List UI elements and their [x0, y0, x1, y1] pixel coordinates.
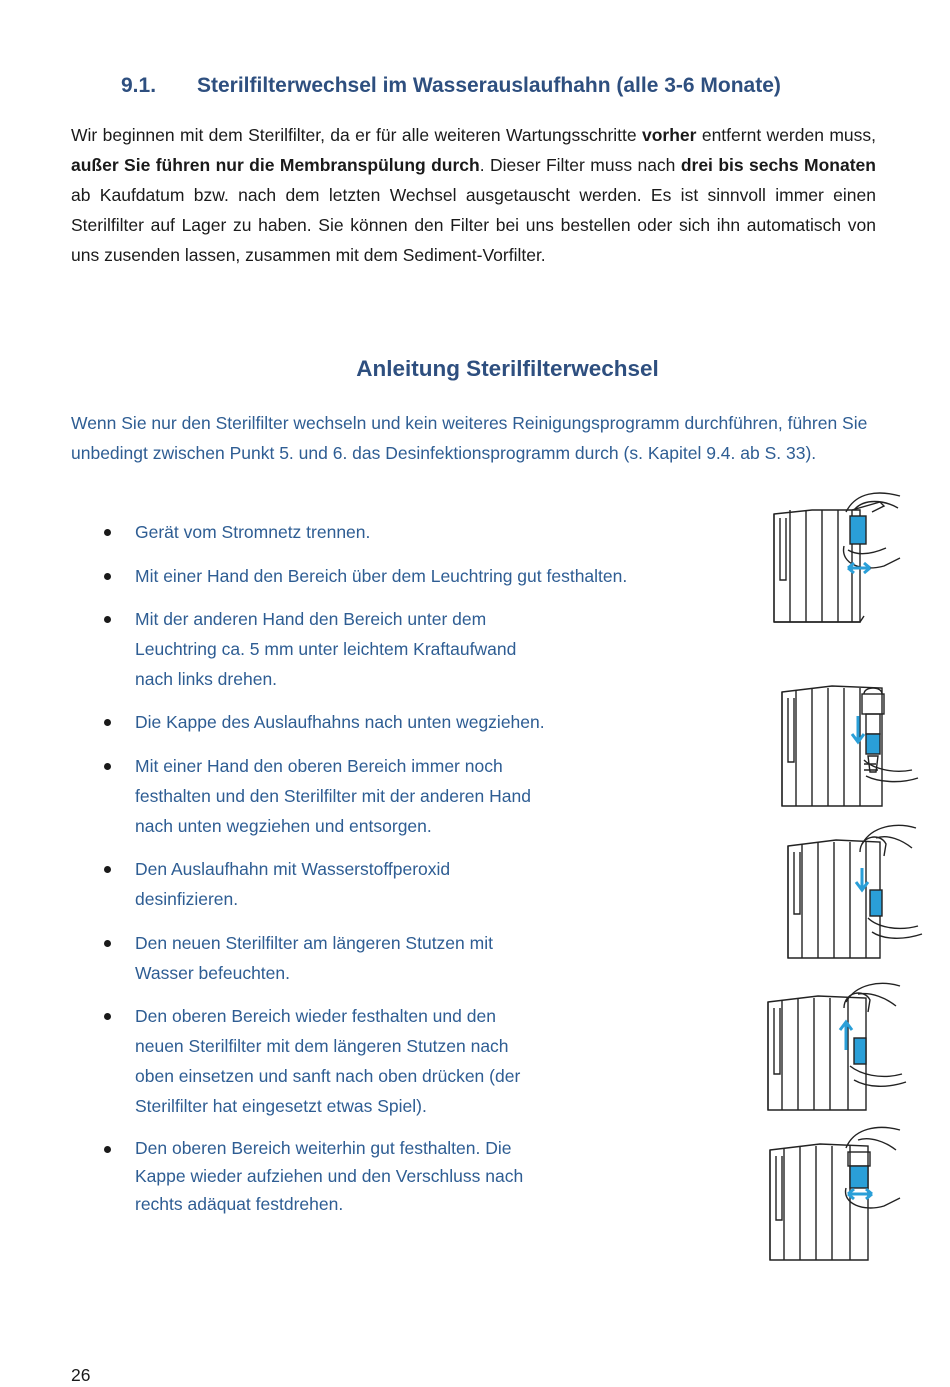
section-number: 9.1.: [121, 74, 157, 97]
bullet-icon: [104, 573, 111, 580]
guide-title: Anleitung Sterilfilterwechsel: [356, 356, 659, 381]
filter-twist-left-illustration: [760, 488, 905, 630]
intro-bold-monate: drei bis sechs Monaten: [680, 155, 876, 175]
step-1: [135, 517, 370, 547]
cap-twist-right-illustration: [762, 1122, 907, 1267]
step-2-line-1: Mit einer Hand den Bereich über dem Leuchtring gut festhalten.: [135, 566, 628, 586]
step-3-line-2: Leuchtring ca. 5 mm unter leichtem Kraftaufwand: [135, 639, 517, 659]
section-title: [121, 74, 781, 98]
step-3: [135, 604, 516, 694]
step-7-line-1: Den neuen Sterilfilter am längeren Stutzen mit: [135, 933, 493, 953]
step-9-line-2: Kappe wieder aufziehen und den Verschluss nach: [135, 1166, 524, 1186]
filter-remove-illustration: [776, 822, 926, 962]
step-8-line-4: Sterilfilter hat eingesetzt etwas Spiel).: [135, 1096, 427, 1116]
bullet-icon: [104, 616, 111, 623]
step-2: [135, 561, 627, 591]
step-7: [135, 928, 493, 988]
step-5-line-1: Mit einer Hand den oberen Bereich immer noch: [135, 756, 503, 776]
step-4-line-1: Die Kappe des Auslaufhahns nach unten wegziehen.: [135, 712, 545, 732]
bullet-icon: [104, 529, 111, 536]
step-8-line-2: neuen Sterilfilter mit dem längeren Stutzen nach: [135, 1036, 509, 1056]
step-5-line-2: festhalten und den Sterilfilter mit der anderen Hand: [135, 786, 531, 806]
intro-bold-vorher: vorher: [642, 125, 697, 145]
step-3-line-1: Mit der anderen Hand den Bereich unter dem: [135, 609, 487, 629]
step-1-line-1: Gerät vom Stromnetz trennen.: [135, 522, 371, 542]
guide-note: Wenn Sie nur den Sterilfilter wechseln und kein weiteres Reinigungsprogramm durchführen, führen Sie unbedingt zwischen Punkt 5. und 6. das Desinfektionsprogramm durch (s. Kapitel 9.4. ab S. 33).: [71, 413, 868, 463]
step-5-line-3: nach unten wegziehen und entsorgen.: [135, 816, 432, 836]
step-5: [135, 751, 531, 841]
intro-paragraph: [71, 120, 876, 270]
step-8-line-1: Den oberen Bereich wieder festhalten und den: [135, 1006, 496, 1026]
step-8: [135, 1001, 520, 1121]
bullet-icon: [104, 1146, 111, 1153]
bullet-icon: [104, 763, 111, 770]
step-9-line-1: Den oberen Bereich weiterhin gut festhalten. Die: [135, 1138, 512, 1158]
step-3-line-3: nach links drehen.: [135, 669, 278, 689]
step-8-line-3: oben einsetzen und sanft nach oben drücken (der: [135, 1066, 521, 1086]
bullet-icon: [104, 866, 111, 873]
intro-text-2: entfernt werden muss,: [696, 125, 876, 145]
filter-insert-up-illustration: [762, 980, 907, 1115]
step-9-line-3: rechts adäquat festdrehen.: [135, 1194, 344, 1214]
step-7-line-2: Wasser befeuchten.: [135, 963, 290, 983]
intro-text-1: Wir beginnen mit dem Sterilfilter, da er für alle weiteren Wartungsschritte: [71, 125, 642, 145]
page-number: 26: [71, 1365, 91, 1385]
bullet-icon: [104, 940, 111, 947]
intro-text-3: . Dieser Filter muss nach: [479, 155, 681, 175]
step-6-line-2: desinfizieren.: [135, 889, 239, 909]
step-6-line-1: Den Auslaufhahn mit Wasserstoffperoxid: [135, 859, 451, 879]
step-4: [135, 707, 545, 737]
intro-text-4: ab Kaufdatum bzw. nach dem letzten Wechsel ausgetauscht werden. Es ist sinnvoll immer einen Sterilfilter auf Lager zu haben. Sie können den Filter bei uns bestellen oder sich ihn automatisch von uns zusenden lassen, zusammen mit dem Sediment-Vorfilter.: [71, 185, 876, 265]
step-6: [135, 854, 450, 914]
step-9: [135, 1134, 523, 1218]
bullet-icon: [104, 719, 111, 726]
section-title-text: Sterilfilterwechsel im Wasserauslaufhahn (alle 3-6 Monate): [197, 74, 781, 97]
bullet-icon: [104, 1013, 111, 1020]
intro-bold-ausser: außer Sie führen nur die Membranspülung durch: [71, 155, 480, 175]
cap-pull-down-illustration: [772, 682, 922, 810]
